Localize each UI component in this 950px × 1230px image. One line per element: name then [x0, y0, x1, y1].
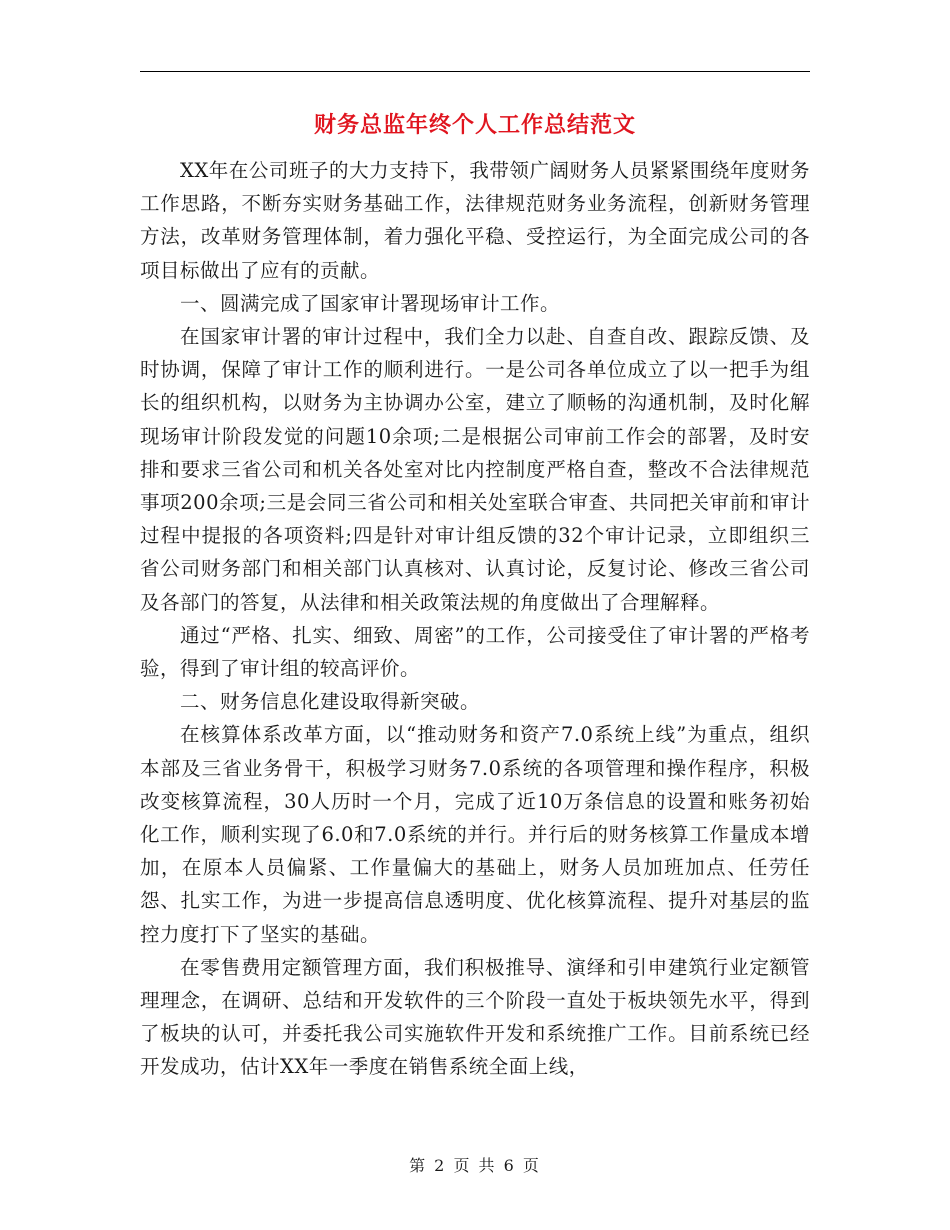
paragraph-intro: XX年在公司班子的大力支持下，我带领广阔财务人员紧紧围绕年度财务工作思路，不断夯实财务基础工作，法律规范财务业务流程，创新财务管理方法，改革财务管理体制，着力强化平稳、受控运行，为全面完成公司的各项目标做出了应有的贡献。	[140, 159, 810, 282]
section-heading-2: 二、财务信息化建设取得新突破。	[180, 690, 481, 714]
paragraph-audit-result: 通过“严格、扎实、细致、周密”的工作，公司接受住了审计署的严格考验，得到了审计组的较高评价。	[140, 623, 810, 681]
paragraph-retail-quota: 在零售费用定额管理方面，我们积极推导、演绎和引申建筑行业定额管理理念，在调研、总结和开发软件的三个阶段一直处于板块领先水平，得到了板块的认可，并委托我公司实施软件开发和系统推广工作。目前系统已经开发成功，估计XX年一季度在销售系统全面上线，	[140, 955, 810, 1079]
paragraph-audit-details: 在国家审计署的审计过程中，我们全力以赴、自查自改、跟踪反馈、及时协调，保障了审计工作的顺利进行。一是公司各单位成立了以一把手为组长的组织机构，以财务为主协调办公室，建立了顺畅的沟通机制，及时化解现场审计阶段发觉的问题10余项;二是根据公司审前工作会的部署，及时安排和要求三省公司和机关各处室对比内控制度严格自查，整改不合法律规范事项200余项;三是会同三省公司和相关处室联合审查、共同把关审前和审计过程中提报的各项资料;四是针对审计组反馈的32个审计记录，立即组织三省公司财务部门和相关部门认真核对、认真讨论，反复讨论、修改三省公司及各部门的答复，从法律和相关政策法规的角度做出了合理解释。	[140, 325, 810, 614]
section-heading-1: 一、圆满完成了国家审计署现场审计工作。	[180, 291, 561, 315]
document-title: 财务总监年终个人工作总结范文	[313, 113, 636, 138]
paragraph-accounting-reform: 在核算体系改革方面，以“推动财务和资产7.0系统上线”为重点，组织本部及三省业务骨干，积极学习财务7.0系统的各项管理和操作程序，积极改变核算流程，30人历时一个月，完成了近10万条信息的设置和账务初始化工作，顺利实现了6.0和7.0系统的并行。并行后的财务核算工作量成本增加，在原本人员偏紧、工作量偏大的基础上，财务人员加班加点、任劳任怨、扎实工作，为进一步提高信息透明度、优化核算流程、提升对基层的监控力度打下了坚实的基础。	[140, 723, 810, 946]
document-body	[140, 154, 810, 1084]
page-number: 第 2 页 共 6 页	[409, 1156, 541, 1175]
header-rule	[140, 71, 810, 72]
